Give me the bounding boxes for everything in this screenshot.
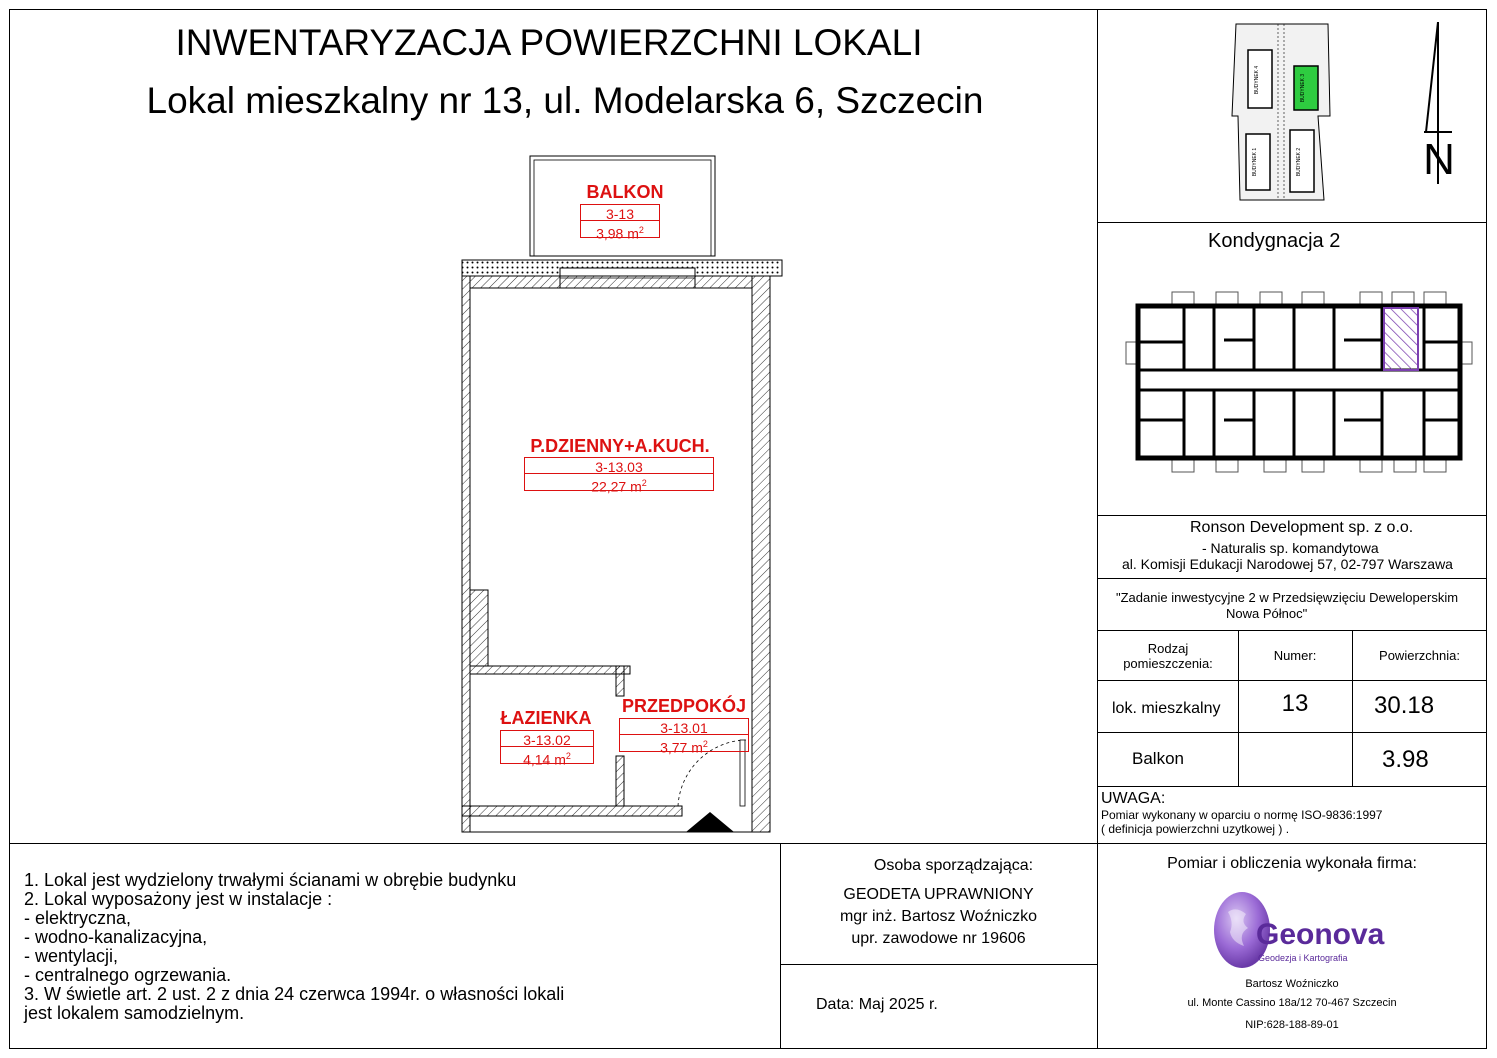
note-5: - wentylacji, — [24, 946, 119, 966]
left-wall — [462, 276, 470, 832]
project-line-1: "Zadanie inwestycyjne 2 w Przedsięwzięciu Deweloperskim — [1116, 590, 1459, 605]
room-box-living — [524, 457, 714, 495]
investor-line-3: al. Komisji Edukacji Narodowej 57, 02-797 Warszawa — [1122, 556, 1453, 572]
room-area-living: 22,27 $m^2$ — [591, 478, 647, 495]
investor-line-2: - Naturalis sp. komandytowa — [1202, 540, 1379, 556]
uwaga-line-1: Pomiar wykonany w oparciu o normę ISO-9836:1997 — [1101, 808, 1383, 822]
author-line-3: upr. zawodowe nr 19606 — [851, 930, 1026, 947]
room-box-balkon — [580, 204, 660, 242]
divider-table-1 — [1097, 680, 1487, 681]
note-4: - wodno-kanalizacyjna, — [24, 927, 208, 947]
bathroom-wall-top — [470, 666, 630, 674]
room-name-living: P.DZIENNY+A.KUCH. — [530, 436, 710, 456]
table-header-area: Powierzchnia: — [1379, 648, 1460, 663]
divider-date — [780, 964, 1097, 965]
firm-heading: Pomiar i obliczenia wykonała firma: — [1167, 855, 1417, 872]
uwaga-line-2: ( definicja powierzchni uzytkowej ) . — [1101, 822, 1290, 836]
table-row-2-area: 3.98 — [1382, 746, 1429, 773]
divider-bottom-band — [9, 843, 1487, 844]
table-row-1-type: lok. mieszkalny — [1112, 700, 1221, 717]
keyplan-label-2: BUDYNEK 2 — [1296, 147, 1302, 177]
room-area-bathroom: 4,14 $m^2$ — [523, 751, 571, 768]
divider-table-3 — [1097, 786, 1487, 787]
room-code-living: 3-13.03 — [525, 458, 713, 474]
room-area-balkon: 3,98 $m^2$ — [596, 225, 644, 242]
table-row-2-type: Balkon — [1132, 749, 1184, 768]
note-6: - centralnego ogrzewania. — [24, 965, 232, 985]
page-title: INWENTARYZACJA POWIERZCHNI LOKALI — [175, 22, 923, 63]
bottom-wall — [462, 806, 682, 816]
table-row-1-area: 30.18 — [1374, 692, 1435, 719]
investor-line-1: Ronson Development sp. z o.o. — [1190, 519, 1414, 536]
author-line-1: GEODETA UPRAWNIONY — [843, 886, 1034, 903]
author-line-2: mgr inż. Bartosz Woźniczko — [839, 908, 1038, 925]
note-3: - elektryczna, — [24, 908, 132, 928]
note-8: jest lokalem samodzielnym. — [24, 1003, 245, 1023]
floor-key-plan — [1124, 290, 1474, 476]
firm-person: Bartosz Woźniczko — [1245, 978, 1339, 990]
floor-unit-highlight — [1384, 308, 1418, 370]
divider-keyplan — [1097, 222, 1487, 223]
divider-floor — [1097, 515, 1487, 516]
divider-investor — [1097, 578, 1487, 579]
table-header-number: Numer: — [1273, 648, 1317, 663]
table-row-1-number: 13 — [1281, 690, 1309, 717]
author-heading: Osoba sporządzająca: — [873, 857, 1034, 874]
bathroom-wall-right — [616, 666, 624, 696]
keyplan-label-3: BUDYNEK 3 — [1300, 73, 1306, 103]
firm-address: ul. Monte Cassino 18a/12 70-467 Szczecin — [1187, 997, 1397, 1009]
room-code-bathroom: 3-13.02 — [501, 731, 593, 747]
room-name-balkon: BALKON — [586, 182, 664, 202]
north-label: N — [1423, 135, 1455, 184]
room-name-hallway: PRZEDPOKÓJ — [621, 696, 747, 716]
firm-nip: NIP:628-188-89-01 — [1245, 1019, 1339, 1031]
note-7: 3. W świetle art. 2 ust. 2 z dnia 24 czerwca 1994r. o własności lokali — [24, 984, 565, 1004]
note-2: 2. Lokal wyposażony jest w instalacje : — [24, 889, 333, 909]
divider-project — [1097, 630, 1487, 631]
right-wall — [752, 276, 770, 832]
keyplan-labels — [1228, 16, 1338, 206]
divider-right-column — [1097, 9, 1098, 843]
note-1: 1. Lokal jest wydzielony trwałymi ścianami w obrębie budynku — [24, 870, 517, 890]
firm-logo-tagline: Geodezja i Kartografia — [1258, 953, 1348, 963]
room-code-hallway: 3-13.01 — [620, 719, 748, 735]
room-area-hallway: 3,77 $m^2$ — [660, 739, 708, 756]
entrance-arrow — [686, 812, 734, 832]
author-date: Data: Maj 2025 r. — [816, 996, 938, 1013]
keyplan-label-1: BUDYNEK 1 — [1252, 147, 1258, 177]
firm-logo-name: Geonova — [1256, 918, 1385, 951]
room-box-hallway — [619, 718, 749, 756]
room-name-bathroom: ŁAZIENKA — [500, 708, 592, 728]
notes-list — [24, 871, 564, 1023]
uwaga-title: UWAGA: — [1101, 790, 1166, 807]
project-line-2: Nowa Północ" — [1226, 606, 1308, 621]
floor-label: Kondygnacja 2 — [1208, 230, 1341, 252]
room-box-bathroom — [500, 730, 594, 768]
room-code-balkon: 3-13 — [581, 205, 659, 221]
table-header-type: Rodzaj pomieszczenia: — [1123, 641, 1213, 671]
keyplan-label-4: BUDYNEK 4 — [1254, 65, 1260, 95]
divider-table-2 — [1097, 732, 1487, 733]
page-subtitle: Lokal mieszkalny nr 13, ul. Modelarska 6, Szczecin — [146, 80, 984, 121]
